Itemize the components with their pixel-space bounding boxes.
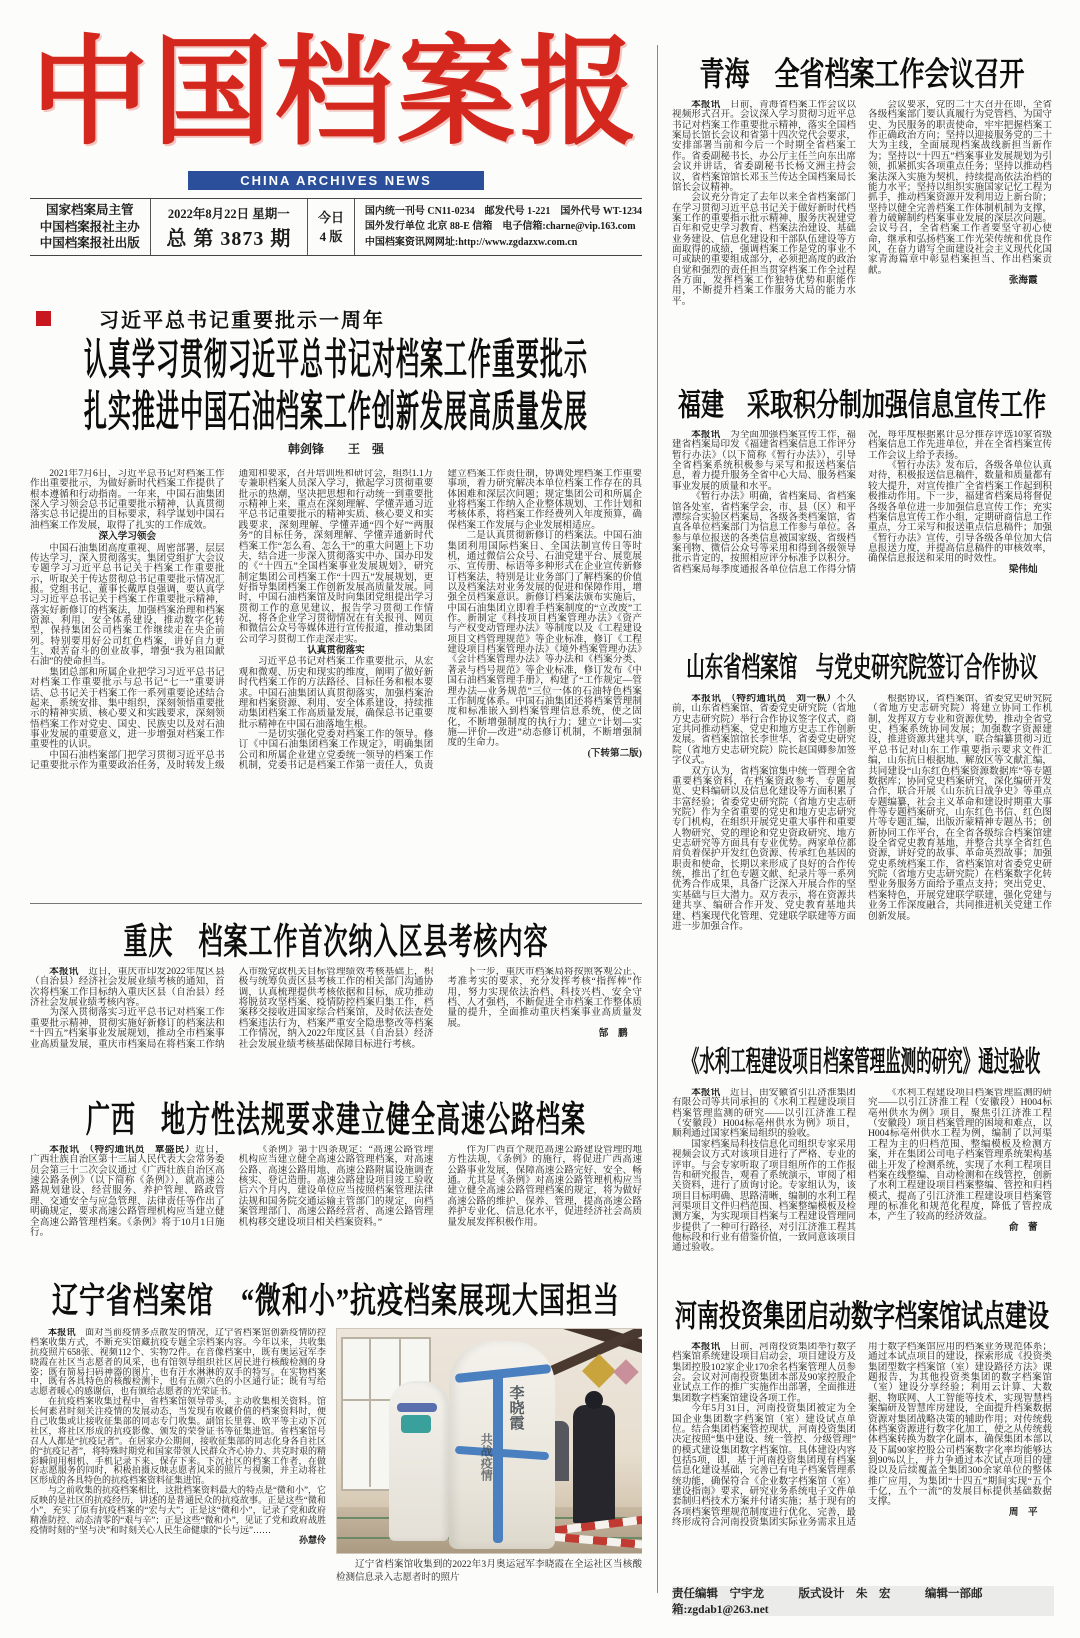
liaoning-ppe-photo	[336, 1328, 642, 1554]
news-photo-block	[336, 1328, 642, 1585]
dateline: 本报讯	[691, 430, 721, 440]
editor-credits-text: 责任编辑 宁宇龙 版式设计 朱 宏 编辑一部邮箱:zgdab1@263.net	[672, 1588, 983, 1616]
dateline: 本报讯	[691, 1342, 721, 1352]
masthead	[30, 18, 642, 256]
photo-window-mullion	[369, 1337, 371, 1487]
article-headline: 辽宁省档案馆 “微和小”抗疫档案展现大国担当	[51, 1281, 620, 1321]
photo-face-mask	[401, 1415, 431, 1433]
edition-count: 4 版	[319, 229, 343, 245]
paragraph: 一是切实强化党委对档案工作的领导。修订《中国石油集团档案工作规定》，明确集团公司和所属企业建立党委统一领导的档案工作机制，党委书记是档案工作第一责任人，负责建立档案工作责任制，协调处理档案工作重要事项，着力研究解决本单位档案工作存在的具体困难和深层次问题；规定集团公司和所属企业将档案工作纳入企业整体规划、工作计划和考核体系，将档案工作经费列入年度预算，确保档案工作发展与企业发展相适应。	[238, 469, 642, 772]
paragraph: 国家档案局科技信息化司组织专家采用视频会议方式对该项目进行了严格、专业的评审。与会专家听取了项目组所作的工作报告和研究报告，观看了系统演示，审阅了相关资料，进行了质询讨论。专家组认为，该项目目标明确、思路清晰，编制的水利工程河渠项目文件归档范围、档案整编模板及检测方案，为实现项目档案与工程建设管理同步提供了一种可行路径，对引江济淮工程其他标段和行业有借鉴价值，一致同意该项目通过验收。	[672, 1138, 856, 1254]
article-liaoning	[30, 1276, 642, 1638]
photo-calligraphy-name: 李晓霞	[507, 1385, 524, 1430]
dateline: 本报讯 （特约通讯员 刘一枞）	[691, 694, 837, 704]
article-body	[30, 967, 642, 1081]
article-body	[672, 100, 1052, 362]
article-headline: 重庆 档案工作首次纳入区县考核内容	[123, 922, 549, 962]
issue-number: 总 第 3873 期	[166, 227, 292, 250]
date-line: 2022年8月22日 星期一	[167, 206, 290, 221]
article-body	[672, 694, 1052, 1030]
reporter-name: 张海霞	[1008, 275, 1038, 287]
paragraph: 双方认为，省档案馆集中统一管理全省重要档案资料，在档案资政参考、专题展览、史料编研以及信息化建设等方面积累了丰富经验；省委党史研究院（省地方史志研究院）作为全省重要的党史和地方史志研究专门机构，在组织开展党史重大事件和重要人物研究、党的理论和党史资政研究、地方史志研究等方面具有专业优势。两家单位都肩负着保护开发红色资源、传承红色基因的职责和使命，长期以来形成了良好的合作传统，推出了红色专题文献、纪录片等一系列优秀合作成果，具备广泛深入开展合作的坚实基础与巨大潜力。双方表示，将在资源共建共享、编研合作开发、党史教育基地共建、档案现代化管理、党建联学联建等方面进一步加强合作。	[672, 765, 856, 932]
paragraph: 本报讯 （特约通讯员 刘一枞）不久前，山东省档案馆、省委党史研究院（省地方史志研究院）举行合作协议签字仪式，商定共同推动档案、党史和地方史志工作创新发展。省档案馆馆长李世华、省委党史研究院（省地方史志研究院）院长赵国卿参加签字仪式。	[672, 694, 857, 767]
paragraph: 《水利工程建设项目档案管理监测的研究——以引江济淮工程（安徽段）H004标亳州供水为例》项目，聚焦引江济淮工程（安徽段）项目档案管理的困境和难点，以H004标亳州供水工程为例，编制了以河渠工程为主的归档范围、整编模板及检测方案，并在集团公司电子档案管理系统架构基础上开发了检测系统，实现了水利工程项目档案在线整编、自动检测和在线管控，创新了水利工程建设项目档案整编、管控和归档模式，提高了引江济淮工程建设项目档案管理的标准化和规范化程度，降低了管控成本，产生了较高的经济效益。	[868, 1088, 1052, 1223]
article-shandong	[672, 646, 1052, 1030]
photo-caption: 辽宁省档案馆收集到的2022年3月奥运冠军李晓霞在全运社区当核酸检测信息录入志愿者时的照片	[336, 1560, 642, 1583]
paragraph: 本报讯 面对当前疫情多点散发的情况，辽宁省档案馆创新疫情防控档案收集方式，不断充实馆藏抗疫专题全宗档案内容。今年以来，共收集抗疫照片658张、视频112个、实物72件。在音像档案中，既有奥运冠军李晓霞在社区当志愿者的风采，也有馆领导组织社区居民进行核酸检测的身姿；既有简易扫码神器的图片，也有汗水淋淋的双手的特写。在实物档案中，既有各具特色的核酸检测卡，也有五颜六色的小区通行证；既有写给志愿者暖心的感谢信，也有颁给志愿者的光荣证书。	[30, 1328, 326, 1397]
article-qinghai	[672, 52, 1052, 362]
paragraph: 为深入贯彻落实习近平总书记对档案工作重要批示精神，贯彻实施好新修订的档案法和“十四五”档案事业发展规划，推动全市档案事业高质量发展，重庆市档案局在将档案工作纳入市级党政机关目标管理绩效考核基础上，积极与统筹负责区县考核工作的相关部门沟通协调，认真梳理提供考核依据和目标，成功推动将脱贫攻坚档案、疫情防控档案归集工作，档案移交接收进国家综合档案馆，及时依法查处档案违法行为，档案严重安全隐患整改等档案工作情况，纳入2022年度区县（自治县）经济社会发展业绩考核基础保障目标进行考核。	[30, 967, 434, 1050]
paragraph: 二是认真贯彻新修订的档案法。中国石油集团利用国际档案日、全国法制宣传日等时机，通过微信公众号、石油党建平台、展览展示、宣传册、标语等多种形式在企业宣传新修订档案法，特别是让业务部门了解档案的价值以及档案法对业务发展的促进和保障作用，增强全员档案意识。新修订档案法颁布实施后，中国石油集团立即着手档案制度的“立改废”工作。新制定《科技项目档案管理办法》《资产与产权变动管理办法》等制度以及《工程建设项目文档管理规范》等企业标准，修订《工程建设项目档案管理办法》《境外档案管理办法》《会计档案管理办法》等办法和《档案分类、著录与档号规范》等企业标准，修订发布《中国石油档案管理手册》，构建了“工作规定—管理办法—业务规范”三位一体的石油特色档案工作制度体系。中国石油集团还将档案管理制度和标准嵌入到档案管理信息系统，使之固化，不断增强制度的执行力；建立“计划—实施—评价—改进”动态修订机制，不断增强制度的生命力。	[447, 530, 642, 749]
column-divider-rule	[657, 45, 658, 1593]
paragraph: 习近平总书记对档案工作重要批示，从宏观和微观、历史和现实的维度，阐明了做好新时代档案工作的方法路径、目标任务和根本要求。中国石油集团认真贯彻落实，加强档案治理和档案资源、利用、安全体系建设，持续推动集团档案工作高质量发展，确保总书记重要批示精神在中国石油落地生根。	[238, 656, 434, 730]
paragraph: 本报讯 日前，河南投资集团举行数字档案馆系统建设项目启动会，项目建设方及集团控股102家企业170余名档案管理人员参会。会议对河南投资集团本部及90家控股企业试点工作的推广实施作出部署，全面推进集团数字档案馆建设各项工作。	[672, 1342, 857, 1404]
subhead: 认真贯彻落实	[307, 645, 365, 657]
lead-headline-line2: 扎实推进中国石油档案工作创新发展高质量发展	[84, 388, 588, 435]
continued-notice: (下转第二版)	[587, 747, 642, 759]
paragraph: 《暂行办法》明确，省档案局、省档案馆各处室，省档案学会，市、县（区）和平潭综合实验区档案局，各级各类档案馆，省直各单位档案部门为信息工作参与单位。各参与单位报送的各类信息被国家级、省级档案刊物、微信公众号等采用和得到各级领导批示肯定的，按照相应评分标准予以积分。省档案局每季度通报各单位信息工作得分情况，每年度根据累计总分推荐评选10家省级档案信息工作先进单位，并在全省档案宣传工作会议上给予表扬。	[672, 430, 1052, 575]
paragraph: 与之前收集的抗疫档案相比，这批档案资料最大的特点是“微和小”，它反映的是社区的抗疫经历，讲述的是普通民众的抗疫故事。正是这些“微和小”，充实了原有抗疫档案的“宏与大”；正是这“微和小”，记录了党和政府精准防控、动态清零的“艰与辛”；正是这些“微和小”，见证了党和政府战胜疫情时刻的“坚与决”和时刻关心人民生命健康的“长与远”……	[30, 1485, 326, 1535]
photo-dark-figure	[573, 1405, 615, 1523]
dateline: 本报讯	[48, 1328, 76, 1337]
lead-article	[30, 306, 642, 851]
paragraph: 本报讯 近日，由安徽省引江济淮集团有限公司等共同承担的《水利工程建设项目档案管理监测的研究——以引江济淮工程（安徽段）H004标亳州供水为例》项目，顺利通过国家档案局组织的验收。	[672, 1088, 857, 1140]
paragraph: 作为广西首个规范高速公路建设管理的地方性法规，《条例》的施行，将促进广西高速公路事业发展，保障高速公路完好、安全、畅通。尤其是《条例》对高速公路管理机构应当建立健全高速公路管理档案的规定，将为做好高速公路的维护、保养、管理，提高高速公路养护专业化、信息化水平，促进经济社会高质量发展发挥积极作用。	[447, 1145, 642, 1228]
paragraph: 本报讯 （特约通讯员 覃盛民）近日，广西壮族自治区第十三届人民代表大会常务委员会第三十二次会议通过《广西壮族自治区高速公路条例》（以下简称《条例》），就高速公路规划建设、经营服务、养护管理、路政管理、交通安全与应急管理、法律责任等作出了明确规定，要求高速公路管理机构应当建立健全高速公路管理档案。《条例》将于10月1日施行。	[30, 1145, 225, 1238]
article-headline: 《水利工程建设项目档案管理监测的研究》通过验收	[683, 1047, 1041, 1079]
photo-blue-strap	[493, 1373, 503, 1543]
publication-info-strip	[30, 198, 642, 256]
issn-line: 国内统一刊号 CN11-0234 邮发代号 1-221 国外代号 WT-1234	[364, 205, 642, 217]
paragraph: 下一步，重庆市档案局将按照客观公正、考准考实的要求，充分发挥考核“指挥棒”作用，努力实现依法治档、科技兴档、安全守档、人才强档，不断促进全市档案工作整体质量的提升，全面推动重庆档案事业高质量发展。	[447, 967, 642, 1029]
article-headline: 青海 全省档案工作会议召开	[699, 57, 1025, 93]
paragraph: 《条例》第十四条规定：“高速公路管理机构应当建立健全高速公路管理档案，对高速公路、高速公路用地、高速公路附属设施调查核实、登记造册。高速公路建设项目竣工验收后六个月内，建设单位应当按照档案管理法律法规和国务院交通运输主管部门的规定，向档案管理部门、高速公路经营者、高速公路管理机构移交建设项目相关档案资料。”	[238, 1145, 434, 1228]
publisher-line: 国家档案局主管	[46, 202, 134, 217]
paragraph: 在抗疫档案收集过程中，省档案馆领导带头，主动收集相关资料。馆长何素君时刻关注疫情的发展动态，当发现有收藏价值的档案资料时，便自己收集或让接收征集部的同志专门收集。副馆长里蓉、欧平等主动下沉社区，将社区形成的抗疫影像、颁发的荣誉证书等征集进馆。省档案馆号召人人都是“抗疫记者”。在居家办公期间，接收征集部的同志化身各自社区的“抗疫记者”，将特殊时期党和国家带领人民群众齐心协力、共克时艰的精彩瞬间用相机、手机记录下来、保存下来。下沉社区的档案工作者，在做好志愿服务的同时，积极拍摄反映志愿者风采的照片与视频，并主动将社区形成的各具特色的抗疫档案资料征集进馆。	[30, 1396, 326, 1486]
paragraph: 今年5月31日，河南投资集团被定为全国企业集团数字档案馆（室）建设试点单位。结合集团档案管控现状，河南投资集团决定按照“集中建设、统一管控、分级管理”的模式建设集团数字档案馆。具体建设内容包括5项，即，基于河南投资集团现有档案信息化建设基础，完善已有电子档案管理系统功能，确保符合《企业数字档案馆（室）建设指南》要求，研究业务系统电子文件单套制归档技术方案并付诸实施；基于现有的各项档案管理规范制度进行优化、完善，最终形成符合河南投资集团实际业务需求且适用于数字档案馆应用的档案业务规范体系；通过本试点项目的建设，探索形成《投资类集团型数字档案馆（室）建设路径方法》课题报告，为其他投资类集团的数字档案馆（室）建设分享经验；利用云计算、大数据、物联网、人工智能等技术，实现智慧档案编研及智慧库房建设，全面提升档案数据资源对集团战略决策的辅助作用；对传统载体档案资源进行数字化加工，使之从传统载体档案转换为数字化副本，确保集团本部以及下属90家控股公司档案数字化率均能够达到90%以上，并力争通过本次试点项目的建设以及后续覆盖全集团300余家单位的整体推广应用，为集团“十四五”期间实现“五个千亿，五个一流”的发展目标提供基础数据支撑。	[672, 1342, 1052, 1529]
lead-headline-line1: 认真学习贯彻习近平总书记对档案工作重要批示	[84, 336, 588, 383]
article-headline: 河南投资集团启动数字档案馆试点建设	[674, 1297, 1049, 1333]
dateline: 本报讯 （特约通讯员 覃盛民）	[49, 1145, 195, 1155]
photo-goggles	[397, 1403, 437, 1412]
paragraph: 本报讯 日前，青海省档案工作会议以视频形式召开。会议深入学习贯彻习近平总书记对档案工作重要批示精神，落实全国档案局长馆长会议和省第十四次党代会要求，安排部署当前和今后一个时期全省档案工作。省委副秘书长、办公厅主任兰向东出席会议并讲话，省委副秘书长杨文洲主持会议，省档案馆馆长邓玉兰传达全国档案局长馆长会议精神。	[672, 100, 857, 193]
article-headline: 山东省档案馆 与党史研究院签订合作协议	[686, 654, 1038, 684]
distribution-line: 国外发行单位 北京 88-E 信箱 电子信箱:charne@vip.163.com	[364, 221, 636, 233]
section-divider-rule	[30, 903, 642, 904]
lead-byline: 韩剑锋 王 强	[287, 442, 384, 456]
publisher-line: 中国档案报社出版	[39, 236, 140, 251]
photo-calligraphy-slogan: 共战疫情	[479, 1433, 494, 1481]
paragraph: 集团总部和所属企业把学习习近平总书记对档案工作重要批示与总书记“七一”重要讲话、总书记关于档案工作一系列重要论述结合起来，系统安排、集中组织，深刻领悟重要批示的精神实质、核心要义和实践要求，深刻领悟档案工作对党史、国史、民族史以及对石油事业发展的重要意义，进一步增强对档案工作重要性的认识。	[30, 666, 225, 751]
edition-box	[308, 199, 355, 255]
article-body	[672, 1088, 1052, 1288]
photo-dark-figure-head	[585, 1391, 603, 1409]
paragraph: 《暂行办法》发布后，各级各单位认真对待，积极报送信息稿件，数量和质量都有较大提升，对宣传推广全省档案工作起到积极推动作用。下一步，福建省档案局将督促各级各单位进一步加强信息宣传工作；充实档案信息宣传工作小组，定期研商信息工作重点，分工采写和报送重点信息稿件；加强《暂行办法》宣传，引导各级各单位加大信息报送力度，并提高信息稿件的审核效率，确保信息报送和采用的时效性。	[868, 460, 1052, 565]
dateline: 本报讯	[49, 967, 79, 977]
photo-wall-sign-pink	[613, 1359, 638, 1384]
red-square-icon	[36, 311, 51, 326]
editor-credits-bar	[672, 1586, 1054, 1616]
article-henan	[672, 1294, 1052, 1570]
english-title-banner: CHINA ARCHIVES NEWS	[188, 171, 484, 190]
kicker-text: 习近平总书记重要批示一周年	[99, 309, 385, 332]
paragraph: 会议要求，党的二十大召开在即，全省各级档案部门要认真履行为党管档、为国守史、为民服务的职责使命，牢牢把握档案工作正确政治方向；坚持以迎接服务党的二十大为主线，全面展现档案战线新担当新作为；坚持以“十四五”档案事业发展规划为引领，抓紧抓实各项重点任务；坚持以推动档案法深入实施为契机，持续提高依法治档的能力水平；坚持以组织实施国家记忆工程为抓手，推动档案资源开发利用迈上新台阶；坚持以健全完善档案工作体制机制为支撑，着力破解制约档案事业发展的深层次问题。会议号召，全省档案工作者要坚守初心使命，继承和弘扬档案工作光荣传统和优良作风，在奋力谱写全面建设社会主义现代化国家青海篇章中彰显档案担当、作出档案贡献。	[868, 100, 1052, 276]
paragraph: 中国石油集团高度重视、周密部署，层层传达学习，深入贯彻落实。集团党组扩大会议专题学习习近平总书记关于档案工作重要批示，听取关于传达贯彻总书记重要批示情况汇报。党组书记、董事长戴厚良强调，要认真学习习近平总书记关于档案工作重要批示精神，落实好新修订的档案法，加强档案治理和档案资源、利用、安全体系建设，推动数字化转型，保持集团公司档案工作继续走在央企前列。特别要用好公司红色档案，讲好自力更生、艰苦奋斗的创业故事，增强“我为祖国献石油”的使命担当。	[30, 542, 225, 668]
issn-contact-block	[355, 199, 642, 255]
reporter-name: 梁伟灿	[1008, 563, 1038, 575]
article-shuili	[672, 1040, 1052, 1288]
lead-article-body	[30, 469, 642, 851]
article-fujian	[672, 382, 1052, 634]
paragraph: 会议充分肯定了去年以来全省档案部门在学习贯彻习近平总书记关于做好新时代档案工作的重要指示批示精神、服务庆祝建党百年和党史学习教育、档案法治建设、基础业务建设、信息化建设和干部队伍建设等方面取得的成绩，强调档案工作是党的事业不可或缺的重要组成部分，必须把高度的政治自觉和强烈的责任担当贯穿档案工作全过程各方面，发挥档案工作独特优势和职能作用，不断提升档案工作服务大局的能力水平。	[672, 192, 856, 307]
article-guangxi	[30, 1093, 642, 1267]
article-headline: 福建 采取积分制加强信息宣传工作	[678, 387, 1046, 422]
reporter-name: 周 平	[1008, 1506, 1038, 1518]
dateline: 本报讯	[691, 100, 721, 110]
publisher-line: 中国档案报社主办	[39, 219, 140, 234]
dateline: 本报讯	[691, 1088, 721, 1098]
paragraph: 中国石油档案部门把学习贯彻习近平总书记重要批示作为重要政治任务，及时转发上级通知和要求，召开培训班和研讨会，组织1.1万专兼职档案人员深入学习，掀起学习贯彻重要批示的热潮，坚决把思想和行动统一到重要批示精神上来，重点在深刻理解、学懂弄通习近平总书记重要批示的精神实质、核心要义和实践要求，深刻理解、学懂弄通“四个好”“两服务”的目标任务，深刻理解、学懂弄通新时代档案工作“怎么看、怎么干”的重大问题上下功夫，结合进一步深入贯彻落实中办、国办印发的《“十四五”全国档案事业发展规划》，研究制定集团公司档案工作“十四五”发展规划，更好指导集团档案工作创新发展高质量发展。同时，中国石油档案馆及时向集团党组提出学习贯彻工作的意见建议，报告学习贯彻工作情况，将各企业学习贯彻情况在有关报刊、网页和微信公众号等媒体进行宣传报道，推动集团公司学习贯彻工作走深走实。	[30, 469, 434, 772]
paragraph: 本报讯 为全面加强档案宣传工作，福建省档案局印发《福建省档案信息工作评分暂行办法》（以下简称《暂行办法》），引导全省档案系统积极参与采写和报送档案信息，着力提升服务全省中心大局、服务档案事业发展的质量和水平。	[672, 430, 857, 492]
newspaper-title: 中国档案报	[30, 28, 641, 159]
reporter-name: 郜 鹏	[598, 1028, 628, 1040]
article-body	[672, 1342, 1052, 1570]
article-headline: 广西 地方性法规要求建立健全高速公路档案	[86, 1100, 586, 1140]
today-label: 今日	[317, 209, 344, 225]
reporter-name: 孙慧伶	[298, 1534, 326, 1545]
subhead: 深入学习领会	[98, 531, 157, 543]
website-line: 中国档案资讯网网址:http://www.zgdazxw.com.cn	[364, 236, 578, 248]
article-body	[30, 1328, 642, 1638]
article-body	[30, 1145, 642, 1267]
article-chongqing	[30, 915, 642, 1081]
paragraph: 本报讯 近日，重庆市印发2022年度区县（自治县）经济社会发展业绩考核的通知，首次将档案工作目标纳入重庆区县（自治县）经济社会发展业绩考核内容。	[30, 967, 225, 1009]
paragraph: 2021年7月6日，习近平总书记对档案工作作出重要批示，为做好新时代档案工作提供了根本遵循和行动指南。一年来，中国石油集团深入学习领会总书记重要批示精神，认真贯彻落实总书记提出的目标要求，科学谋划中国石油档案工作发展，取得了扎实的工作成效。	[30, 469, 225, 531]
reporter-name: 俞 蕾	[1008, 1221, 1038, 1233]
paragraph: 根据协议，省档案馆、省委党史研究院（省地方史志研究院）将建立协同工作机制，发挥双方专业和资源优势，推动全省党史、档案系统协同发展；加强数字资源建设，推进资源共建共享，联合编纂贯彻习近平总书记对山东工作重要指示要求文件汇编，山东抗日根据地、解放区等文献汇编，共同建设“山东红色档案资源数据库”等专题数据库；协同党史档案研究，深化编研开发合作，联合开展《山东抗日战争史》等重点专题编纂，社会主义革命和建设时期重大事件等专题档案研究，山东红色书信、红色图片等专题汇编，出版沂蒙精神专题丛书；创新协同工作平台，在全省各级综合档案馆建设全省党史教育基地，并整合共享全省红色资源，讲好党的故事、革命英烈故事；加强党史系统档案工作，省档案馆对省委党史研究院（省地方史志研究院）在档案数字化转型业务服务方面给予重点支持；突出党史、档案特色，开展党建联学联建，强化党建与业务工作深度融合，共同推进机关党建工作创新发展。	[868, 694, 1052, 922]
article-body	[672, 430, 1052, 634]
issue-date-box	[150, 199, 309, 255]
publisher-block	[30, 199, 150, 255]
